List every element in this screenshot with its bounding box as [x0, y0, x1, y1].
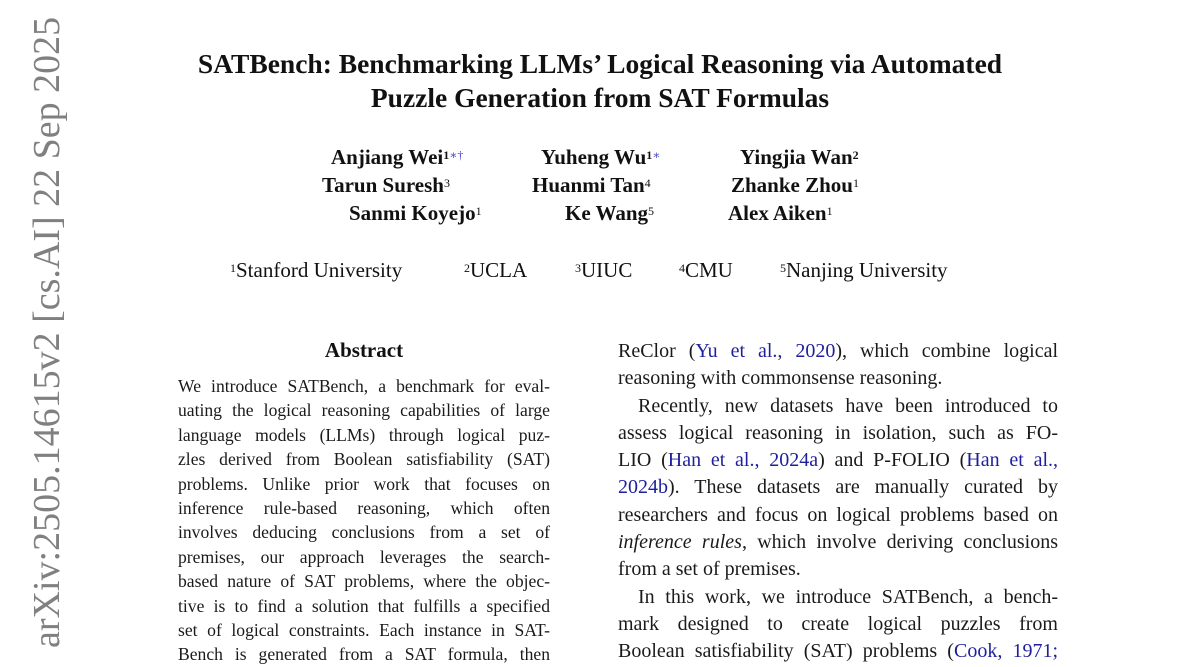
- author-row-3: [0, 199, 1200, 227]
- title-line-1: SATBench: Benchmarking LLMs’ Logical Reasoning via Automated: [197, 48, 1003, 79]
- citation-link[interactable]: Han et al.,: [966, 449, 1058, 472]
- text: ). These datasets are manually curated by: [668, 476, 1058, 499]
- affil-num: 5: [780, 261, 786, 275]
- author-row-1: [0, 143, 1200, 171]
- abstract-line: inference rule-based reasoning, which often: [178, 497, 550, 518]
- affil-name: Stanford University: [236, 258, 403, 282]
- author-name: Anjiang Wei: [331, 145, 444, 169]
- author-name: Sanmi Koyejo: [349, 201, 476, 225]
- abstract-line: involves deducing conclusions from a set of: [178, 522, 550, 543]
- affil-name: Nanjing University: [786, 258, 948, 282]
- author: [331, 143, 463, 171]
- introduction-column: [618, 338, 1058, 666]
- author-affil-num: 1: [852, 176, 859, 190]
- author-row-2: [0, 171, 1200, 199]
- abstract-line: premises, our approach leverages the search-: [178, 546, 550, 567]
- author-affil-num: 1: [646, 148, 653, 162]
- abstract-line: set of logical constraints. Each instance in SAT-: [178, 619, 550, 640]
- author: [731, 171, 859, 199]
- abstract-line: based nature of SAT problems, where the objec-: [178, 571, 550, 592]
- author-affil-num: 5: [648, 204, 655, 218]
- author: [541, 143, 660, 171]
- intro-line: [618, 638, 1058, 665]
- intro-line: reasoning with commonsense reasoning.: [618, 367, 943, 390]
- abstract-line: We introduce SATBench, a benchmark for eval-: [178, 376, 550, 396]
- author-name: Tarun Suresh: [322, 173, 444, 197]
- author-affil-num: 2: [852, 148, 859, 162]
- abstract-line: Bench is generated from a SAT formula, then: [178, 644, 550, 665]
- text: LIO (: [618, 449, 668, 472]
- text: ) and P-FOLIO (: [818, 449, 967, 472]
- arxiv-stamp: arXiv:2505.14615v2 [cs.AI] 22 Sep 2025: [26, 16, 68, 648]
- citation-link[interactable]: Yu et al., 2020: [695, 340, 836, 362]
- footnote-mark[interactable]: ∗: [652, 148, 661, 162]
- intro-line: [618, 529, 1058, 556]
- intro-line: Recently, new datasets have been introduced to: [638, 394, 1058, 417]
- affil-num: 1: [230, 261, 236, 275]
- intro-line: from a set of premises.: [618, 558, 801, 581]
- author: [349, 199, 482, 227]
- intro-line: researchers and focus on logical problems based on: [618, 503, 1058, 526]
- intro-line: [618, 338, 1058, 365]
- emphasis-text: inference rules: [618, 531, 742, 554]
- abstract-line: tive is to find a solution that fulfills a specified: [178, 595, 550, 616]
- citation-link[interactable]: Han et al., 2024a: [667, 449, 819, 472]
- citation-link[interactable]: 2024b: [618, 476, 668, 499]
- author-name: Huanmi Tan: [532, 173, 645, 197]
- author-affil-num: 1: [475, 204, 482, 218]
- author-name: Yingjia Wan: [740, 145, 853, 169]
- title-line-2: Puzzle Generation from SAT Formulas: [370, 82, 830, 113]
- affil-num: 3: [575, 261, 581, 275]
- author-name: Yuheng Wu: [541, 145, 647, 169]
- affiliation: [230, 256, 402, 284]
- footnote-mark[interactable]: ∗†: [449, 148, 464, 162]
- intro-line: [618, 474, 1058, 501]
- abstract-body: [178, 374, 550, 667]
- author-name: Ke Wang: [565, 201, 649, 225]
- text: ), which combine logical: [835, 340, 1059, 362]
- affiliation: [780, 256, 948, 284]
- author-name: Zhanke Zhou: [731, 173, 853, 197]
- abstract-line: uating the logical reasoning capabilities of large: [178, 400, 550, 421]
- affil-num: 4: [679, 261, 685, 275]
- author: [728, 199, 833, 227]
- affil-num: 2: [464, 261, 470, 275]
- abstract-line: zles derived from Boolean satisfiability (SAT): [178, 449, 550, 470]
- author-name: Alex Aiken: [728, 201, 827, 225]
- intro-line: assess logical reasoning in isolation, such as FO-: [618, 421, 1058, 444]
- citation-link[interactable]: Cook, 1971;: [953, 640, 1058, 663]
- text: ReClor (: [618, 340, 696, 362]
- text: , which involve deriving conclusions: [741, 531, 1058, 554]
- affil-name: UCLA: [470, 258, 528, 282]
- author-affil-num: 1: [826, 204, 833, 218]
- author: [322, 171, 450, 199]
- affil-name: UIUC: [581, 258, 633, 282]
- author-block: [0, 143, 1200, 227]
- affil-name: CMU: [685, 258, 733, 282]
- intro-line: [618, 447, 1058, 474]
- intro-line: mark designed to create logical puzzles from: [618, 612, 1058, 635]
- abstract-line: language models (LLMs) through logical puz-: [178, 424, 550, 445]
- author: [740, 143, 859, 171]
- affiliation: [679, 256, 733, 284]
- text: Boolean satisfiability (SAT) problems (: [618, 640, 954, 663]
- affiliation: [575, 256, 632, 284]
- author-affil-num: 4: [644, 176, 651, 190]
- affiliation: [464, 256, 527, 284]
- abstract-heading: Abstract: [324, 338, 404, 362]
- intro-line: In this work, we introduce SATBench, a bench-: [638, 585, 1058, 608]
- author: [532, 171, 651, 199]
- author: [565, 199, 654, 227]
- abstract-line: problems. Unlike prior work that focuses on: [178, 473, 550, 494]
- author-affil-num: 3: [443, 176, 450, 190]
- paper-title: [0, 47, 1200, 115]
- author-affil-num: 1: [443, 148, 450, 162]
